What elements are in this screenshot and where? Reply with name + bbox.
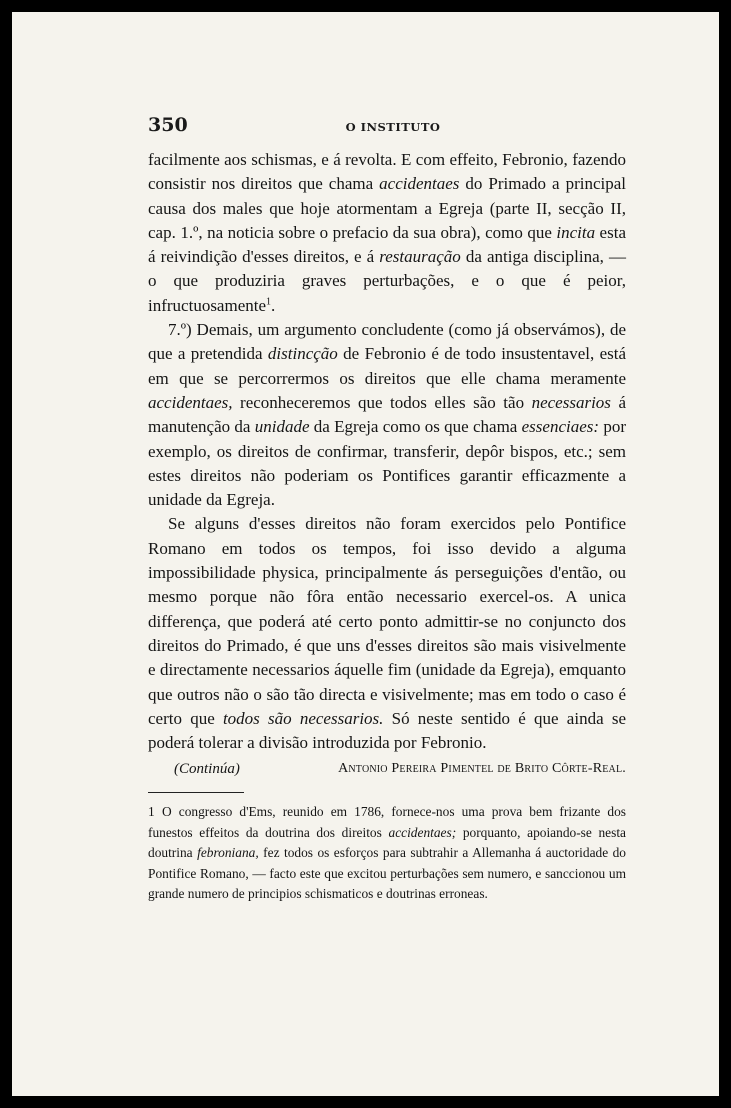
text-run: reconheceremos que todos elles são tão: [232, 392, 532, 412]
italic-term: unidade: [254, 417, 310, 437]
author-signature: Antonio Pereira Pimentel de Brito Côrte-Real.: [338, 761, 626, 776]
text-run: 7.º) Demais, um argumento concludente (como já observámos), de que a pretendida: [148, 320, 626, 364]
text-run: á manutenção da: [148, 392, 626, 437]
footnote-number: 1: [148, 804, 155, 819]
italic-term: todos são necessarios.: [222, 708, 384, 728]
text-run: do Primado a principal causa dos males que hoje atormentam a Egreja (parte II, secção II, cap. 1.º, na noticia sobre o prefacio da sua obra), como que: [148, 174, 627, 242]
italic-term: necessarios: [531, 392, 611, 412]
text-run: por exemplo, os direitos de confirmar, transferir, depôr bispos, etc.; sem estes direitos não poderiam os Pontifices garantir efficazmente a unidade da Egreja.: [148, 417, 626, 510]
paragraph: [148, 318, 626, 512]
footnote: [148, 802, 626, 905]
italic-term: accidentaes;: [388, 824, 457, 840]
text-run: Só neste sentido é que ainda se poderá tolerar a divisão introduzida por Febronio.: [148, 708, 626, 753]
text-run: porquanto, apoiando-se nesta doutrina: [148, 824, 626, 860]
text-run: facilmente aos schismas, e á revolta. E com effeito, Febronio, fazendo consistir nos direitos que chama: [148, 150, 626, 194]
italic-term: restauração: [379, 247, 461, 267]
page-number: 350: [148, 114, 188, 136]
text-run: da Egreja como os que chama: [309, 417, 522, 437]
italic-term: incita: [556, 222, 596, 242]
footnote-text: [148, 804, 626, 901]
text-run: da antiga disciplina, — o que produziria graves perturbações, e o que é peior, infructuosamente: [148, 247, 626, 315]
italic-term: febroniana,: [197, 845, 259, 860]
italic-term: distincção: [267, 344, 338, 364]
text-run: esta á reivindição d'esses direitos, e á: [148, 222, 626, 267]
italic-term: essenciaes:: [521, 417, 600, 437]
text-run: O congresso d'Ems, reunido em 1786, fornece-nos uma prova bem frizante dos funestos effeitos da doutrina dos direitos: [148, 804, 626, 840]
footnote-rule: [148, 792, 244, 793]
text-run: de Febronio é de todo insustentavel, está em que se percorrermos os direitos que elle chama meramente: [148, 344, 627, 388]
text-run: fez todos os esforços para subtrahir a Allemanha á auctoridade do Pontifice Romano, — facto este que excitou perturbações sem numero, e sanccionou um grande numero de principios schismaticos e doutrinas erroneas.: [148, 845, 627, 901]
paragraph: [148, 148, 626, 318]
footnote-ref: 1: [266, 296, 272, 308]
running-title: O INSTITUTO: [345, 120, 441, 134]
text-run: Se alguns d'esses direitos não foram exercidos pelo Pontifice Romano em todos os tempos, foi isso devido a alguma impossibilidade physica, principalmente ás perseguições d'então, ou mesmo porque não fôra então necessario exercel-os. A unica differença, que poderá até certo ponto admittir-se no conjuncto dos direitos do Primado, é que uns d'esses direitos são mais visivelmente e directamente necessarios áquelle fim (unidade da Egreja), emquanto que outros não o são tão directa e visivelmente; mas em todo o caso é certo que: [148, 514, 626, 728]
italic-term: accidentaes,: [148, 392, 233, 412]
book-page: [12, 12, 719, 1096]
italic-term: accidentaes: [379, 174, 460, 194]
page-header: [148, 114, 638, 138]
text-run: .: [271, 295, 276, 315]
signature-line: [160, 759, 626, 783]
paragraph: [148, 512, 626, 755]
body-text: [148, 148, 626, 755]
continued-note: (Continúa): [174, 761, 240, 777]
